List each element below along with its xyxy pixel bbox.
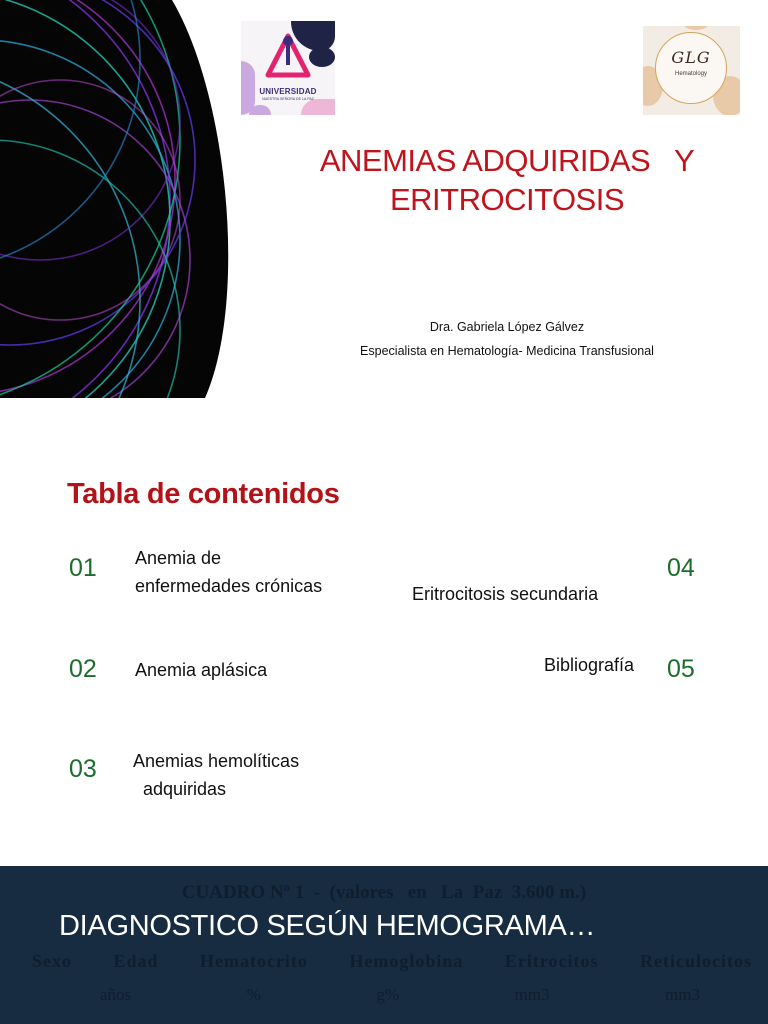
toc-number-05: 05	[667, 655, 695, 683]
bg-header-hematocrito: Hematocrito	[199, 951, 308, 971]
bg-unit-anos: años	[100, 985, 132, 1004]
title-line-1: ANEMIAS ADQUIRIDAS Y	[319, 143, 695, 178]
toc-item-03: Anemias hemolíticas adquiridas	[133, 751, 300, 799]
bg-unit-mm3-a: mm3	[514, 985, 550, 1004]
toc-number-04: 04	[667, 554, 695, 582]
background-table-headers	[32, 951, 752, 972]
bg-header-reticulocitos: Reticulocitos	[640, 951, 752, 971]
glg-logo-circle	[655, 32, 727, 104]
toc-number-03: 03	[69, 755, 97, 783]
arc-shape	[0, 0, 228, 398]
toc-number-01: 01	[69, 554, 97, 582]
author-specialty: Especialista en Hematología- Medicina Transfusional	[360, 344, 654, 358]
bg-unit-g-percent: g%	[376, 985, 400, 1004]
bg-header-eritrocitos: Eritrocitos	[504, 951, 599, 971]
toc-item-04: Eritrocitosis secundaria	[412, 584, 599, 604]
title-slide	[0, 0, 768, 398]
toc-item-02: Anemia aplásica	[135, 660, 268, 680]
bg-header-edad: Edad	[113, 951, 159, 971]
bg-unit-percent: %	[246, 985, 261, 1004]
bg-unit-mm3-b: mm3	[665, 985, 700, 1004]
table-of-contents-slide	[0, 434, 768, 866]
bg-header-sexo: Sexo	[32, 951, 72, 971]
university-emblem-icon	[265, 33, 311, 79]
toc-title: Tabla de contenidos	[67, 478, 340, 510]
toc-item-01: Anemia de enfermedades crónicas	[135, 548, 323, 596]
glg-monogram: GLG	[671, 48, 711, 67]
university-name: UNIVERSIDAD	[259, 87, 317, 96]
glg-subtitle: Hematology	[674, 71, 707, 77]
toc-number-02: 02	[69, 655, 97, 683]
toc-item-05: Bibliografía	[544, 655, 635, 675]
diagnosis-title: DIAGNOSTICO SEGÚN HEMOGRAMA…	[59, 910, 596, 942]
university-logo	[241, 21, 335, 115]
decorative-arc-graphic	[0, 0, 240, 398]
background-table-caption: CUADRO Nº 1 - (valores en La Paz 3.600 m.)	[181, 882, 587, 903]
diagnosis-slide	[0, 866, 768, 1024]
presentation-title	[270, 141, 744, 219]
university-subtitle: NUESTRA SEÑORA DE LA PAZ	[262, 97, 314, 101]
bg-header-hemoglobina: Hemoglobina	[349, 951, 464, 971]
background-table-units	[100, 985, 700, 1005]
title-line-2: ERITROCITOSIS	[389, 182, 625, 217]
author-name: Dra. Gabriela López Gálvez	[429, 320, 585, 334]
glg-hematology-logo	[643, 26, 740, 115]
